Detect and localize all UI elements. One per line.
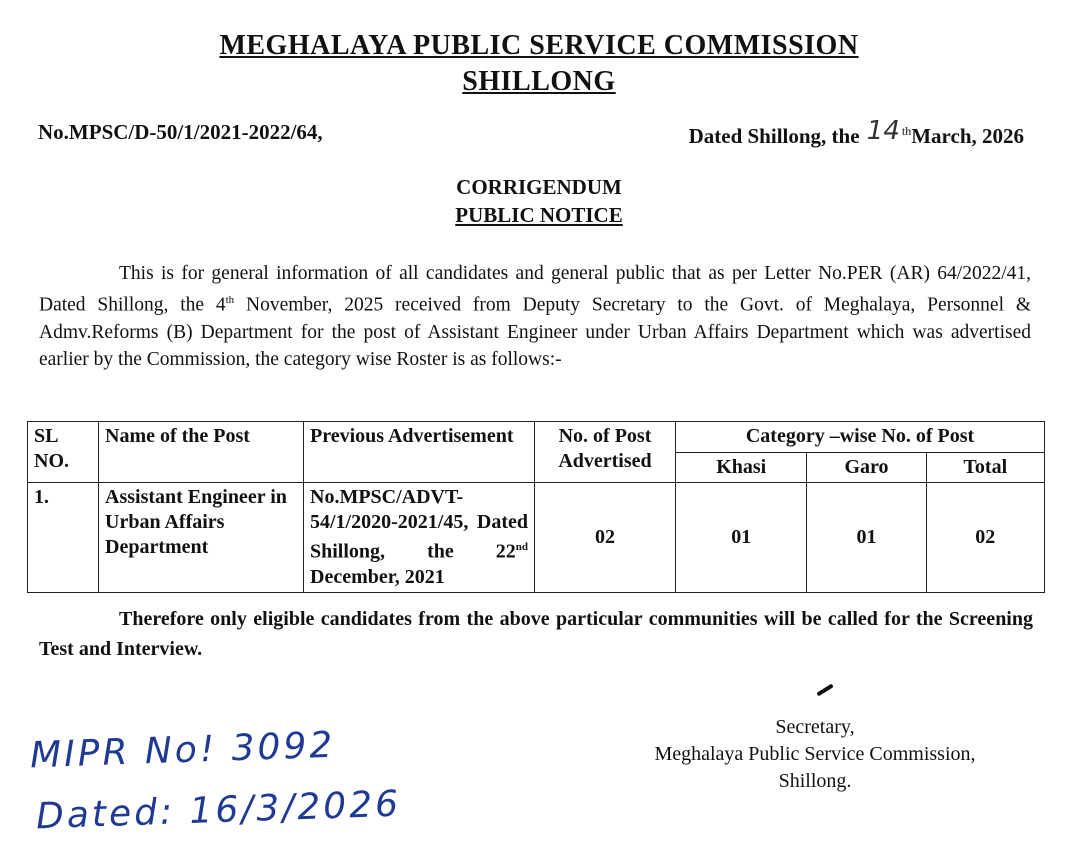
dated-prefix: Dated Shillong, the (688, 124, 860, 148)
cell-khasi: 01 (676, 483, 807, 593)
handwritten-day-suffix: th (901, 124, 912, 138)
header-posts-advertised: No. of Post Advertised (535, 422, 676, 483)
notice-body (39, 260, 1031, 373)
cell-post-name: Assistant Engineer in Urban Affairs Department (99, 483, 304, 593)
organization-title: MEGHALAYA PUBLIC SERVICE COMMISSION (219, 30, 859, 61)
signatory-city: Shillong. (778, 770, 852, 792)
signatory-title: Secretary, (775, 716, 855, 738)
conclusion-text: Therefore only eligible candidates from the above particular communities will be called for the Screening Test and Interview. (39, 608, 1033, 660)
body-superscript: th (225, 294, 235, 306)
prev-adv-part2: December, 2021 (310, 565, 445, 588)
handwritten-mipr-number: MIPR No! 3092 (29, 724, 336, 777)
cell-previous-advertisement (304, 483, 535, 593)
header-khasi: Khasi (676, 453, 807, 483)
body-text-part1: This is for general information of all candidates and general public that as per Letter No.PER (AR) 64/2022/41, Dated Shillong, the 4 (39, 263, 1031, 316)
signature-mark (816, 684, 833, 697)
prev-adv-superscript: nd (515, 541, 528, 553)
prev-adv-part1: No.MPSC/ADVT-54/1/2020-2021/45, Dated Shillong, the 22 (310, 486, 528, 563)
header-previous-advertisement: Previous Advertisement (304, 422, 535, 483)
table-row (28, 483, 1045, 593)
roster-table (27, 421, 1045, 593)
corrigendum-heading: CORRIGENDUM (456, 175, 622, 199)
header-garo: Garo (807, 453, 926, 483)
dated-month-year: March, 2026 (911, 124, 1024, 148)
cell-total: 02 (926, 483, 1044, 593)
cell-posts-advertised: 02 (535, 483, 676, 593)
handwritten-day: 14 (866, 116, 900, 146)
handwritten-date: Dated: 16/3/2026 (35, 783, 402, 838)
cell-garo: 01 (807, 483, 926, 593)
signatory-organization: Meghalaya Public Service Commission, (654, 743, 976, 765)
body-text-part2: November, 2025 received from Deputy Secretary to the Govt. of Meghalaya, Personnel & Admv.Reforms (B) Department for the post of Assistant Engineer under Urban Affairs Department which was advertised earlier by the Commission, the category wise Roster is as follows:- (39, 294, 1032, 370)
public-notice-heading: PUBLIC NOTICE (455, 203, 623, 227)
header-category-wise: Category –wise No. of Post (676, 422, 1045, 453)
header-sl: SL NO. (28, 422, 99, 483)
dated-line (688, 116, 1024, 150)
cell-sl: 1. (28, 483, 99, 593)
city-title: SHILLONG (462, 66, 616, 97)
header-post-name: Name of the Post (99, 422, 304, 483)
header-total: Total (926, 453, 1044, 483)
reference-number: No.MPSC/D-50/1/2021-2022/64, (38, 120, 323, 144)
